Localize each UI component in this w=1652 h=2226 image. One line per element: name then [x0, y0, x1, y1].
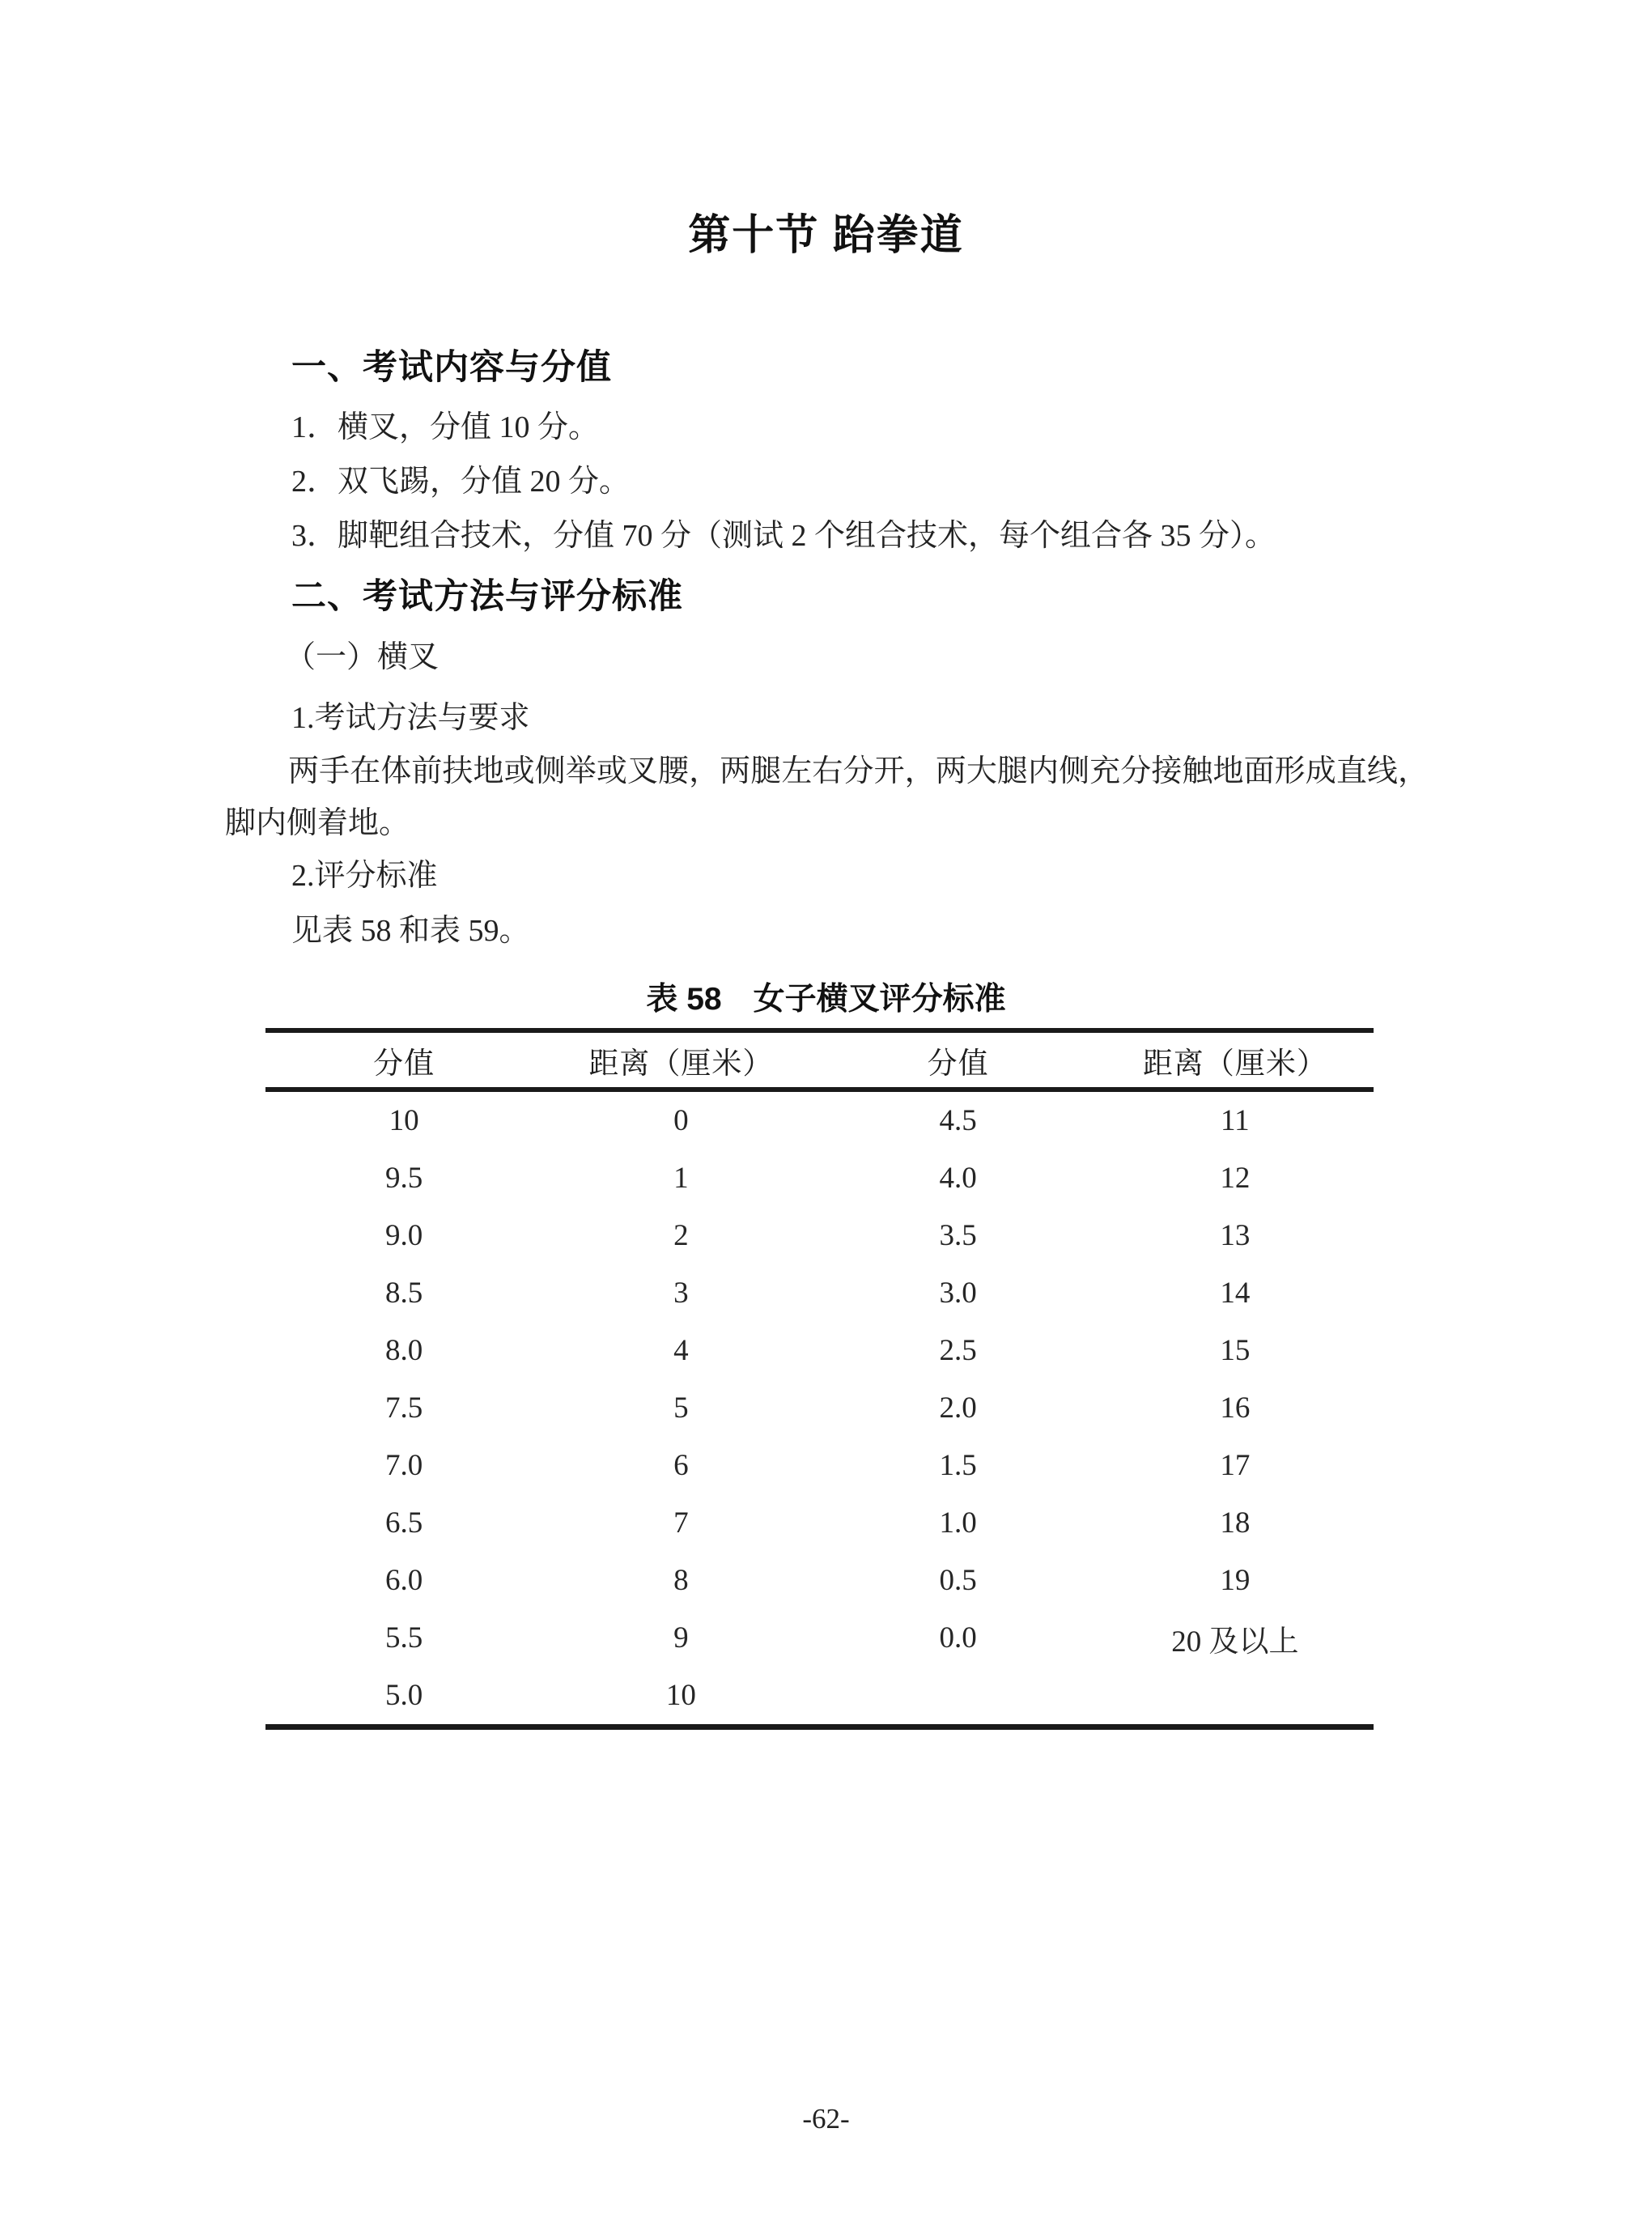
table-cell: 2: [673, 1219, 689, 1252]
score-table: [265, 1028, 1374, 1730]
table-rule-bottom: [265, 1724, 1374, 1730]
method-paragraph: 两手在体前扶地或侧举或叉腰，两腿左右分开，两大腿内侧充分接触地面形成直线，脚内侧着地。: [225, 754, 1429, 840]
table-reference: 见表 58 和表 59。: [291, 914, 530, 948]
table-cell: 0.5: [939, 1564, 977, 1597]
table-cell: 6: [673, 1449, 689, 1482]
table-cell: 7: [673, 1506, 689, 1540]
table-cell: 3.0: [939, 1277, 977, 1310]
table-cell: 1.5: [939, 1449, 977, 1482]
table-cell: 8: [673, 1564, 689, 1597]
table-cell: 13: [1220, 1219, 1251, 1252]
table-cell: 3.5: [939, 1219, 977, 1252]
scoring-title: 2.评分标准: [291, 859, 438, 893]
table-cell: 5: [673, 1391, 689, 1425]
table-cell: 7.0: [385, 1449, 423, 1482]
table-cell: 1.0: [939, 1506, 977, 1540]
table-header-cell: 距离（厘米）: [588, 1047, 774, 1081]
table-header-cell: 分值: [927, 1047, 989, 1081]
table-cell: 4.5: [939, 1104, 977, 1137]
table-row: [265, 1149, 1374, 1207]
method-title: 1.考试方法与要求: [291, 701, 530, 735]
section-heading-exam-content: 一、考试内容与分值: [291, 348, 612, 387]
table-header-cell: 距离（厘米）: [1142, 1047, 1327, 1081]
table-cell: 2.5: [939, 1334, 977, 1367]
subsection-heading-hengcha: （一）横叉: [285, 640, 440, 674]
table-cell: 19: [1220, 1564, 1251, 1597]
table-cell: 5.5: [385, 1621, 423, 1655]
table-cell: 4.0: [939, 1162, 977, 1195]
table-cell: 16: [1220, 1391, 1251, 1425]
page-title: 第十节 跆拳道: [688, 212, 964, 259]
table-cell: 20 及以上: [1171, 1625, 1299, 1659]
table-cell: 0.0: [939, 1621, 977, 1655]
list-item-hengcha: 1．横叉，分值 10 分。: [291, 410, 600, 444]
table-cell: 12: [1220, 1162, 1251, 1195]
table-cell: 6.0: [385, 1564, 423, 1597]
table-caption: 表 58 女子横叉评分标准: [646, 982, 1006, 1017]
table-row: [265, 1437, 1374, 1494]
table-row: [265, 1609, 1374, 1667]
list-item-shuangfeiti: 2．双飞踢，分值 20 分。: [291, 465, 631, 499]
list-item-jiaoba: 3．脚靶组合技术，分值 70 分（测试 2 个组合技术，每个组合各 35 分）。: [291, 519, 1276, 553]
table-cell: 9: [673, 1621, 689, 1655]
table-cell: 10: [389, 1104, 419, 1137]
table-row: [265, 1207, 1374, 1264]
table-row: [265, 1264, 1374, 1322]
table-cell: 7.5: [385, 1391, 423, 1425]
table-row: [265, 1494, 1374, 1552]
section-heading-method-standard: 二、考试方法与评分标准: [291, 577, 683, 616]
table-cell: 0: [673, 1104, 689, 1137]
table-cell: 18: [1220, 1506, 1251, 1540]
table-cell: 10: [665, 1679, 696, 1712]
table-cell: 15: [1220, 1334, 1251, 1367]
table-cell: 8.5: [385, 1277, 423, 1310]
table-cell: 4: [673, 1334, 689, 1367]
table-cell: 6.5: [385, 1506, 423, 1540]
table-cell: 8.0: [385, 1334, 423, 1367]
table-cell: 9.5: [385, 1162, 423, 1195]
page-number: -62-: [802, 2103, 850, 2135]
table-cell: 17: [1220, 1449, 1251, 1482]
table-header-cell: 分值: [373, 1047, 435, 1081]
table-row: [265, 1552, 1374, 1609]
table-cell: 11: [1221, 1104, 1250, 1137]
table-cell: 5.0: [385, 1679, 423, 1712]
table-row: [265, 1322, 1374, 1379]
table-cell: 14: [1220, 1277, 1251, 1310]
table-row: [265, 1667, 1374, 1724]
table-cell: 3: [673, 1277, 689, 1310]
table-cell: 9.0: [385, 1219, 423, 1252]
table-cell: 1: [673, 1162, 689, 1195]
table-row: [265, 1092, 1374, 1149]
table-cell: 2.0: [939, 1391, 977, 1425]
table-row: [265, 1379, 1374, 1437]
table-header-row: [265, 1033, 1374, 1087]
